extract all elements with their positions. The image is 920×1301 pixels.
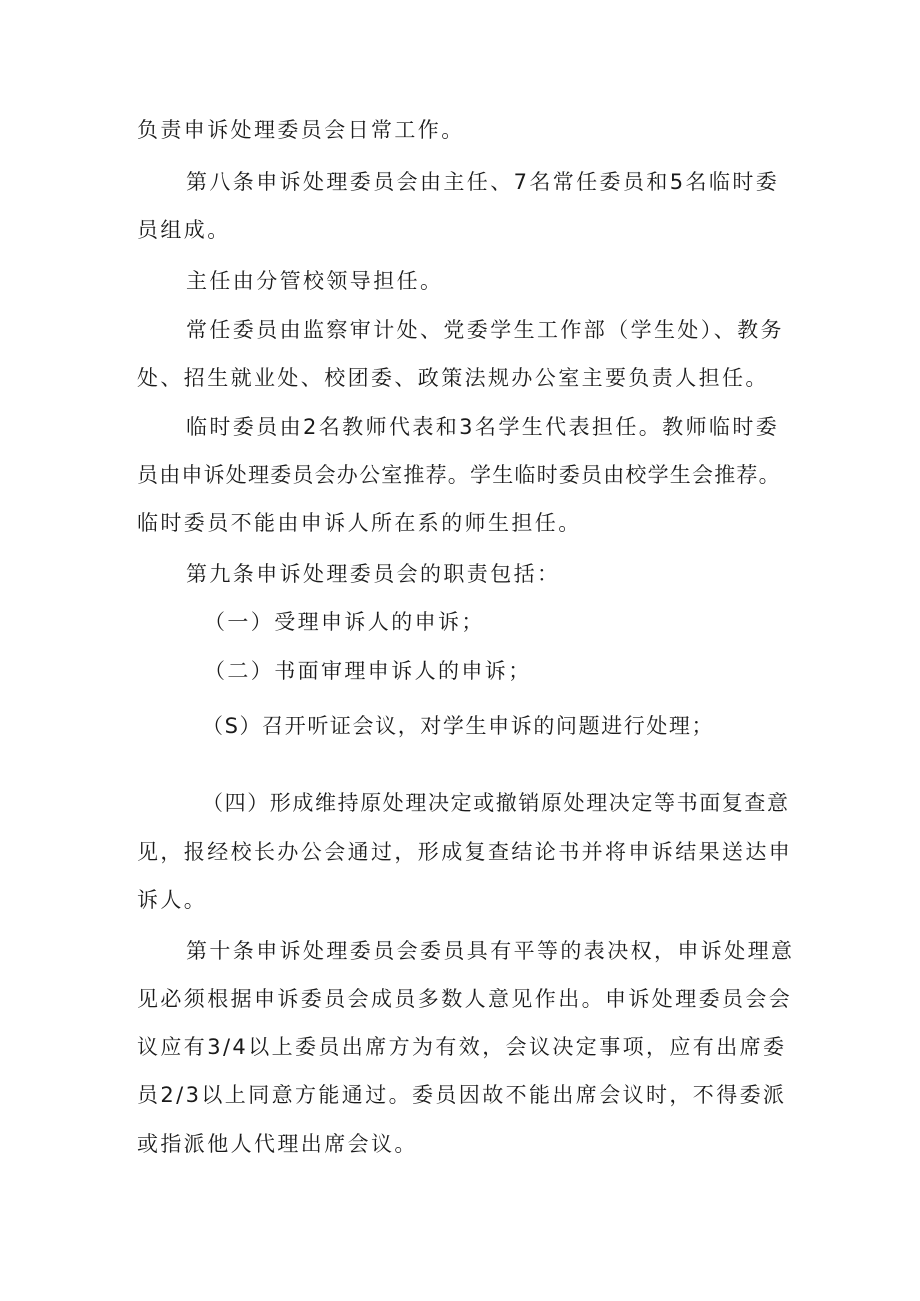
list-item: （四）形成维持原处理决定或撤销原处理决定等书面复查意 [202, 791, 790, 815]
list-item: （二）书面审理申诉人的申诉； [204, 659, 532, 683]
text-line: 员由申诉处理委员会办公室推荐。学生临时委员由校学生会推荐。 [137, 463, 781, 487]
text-line: 见必须根据申诉委员会成员多数人意见作出。申诉处理委员会会 [137, 987, 793, 1011]
text-line: 处、招生就业处、校团委、政策法规办公室主要负责人担任。 [137, 366, 769, 390]
text-line: 见，报经校长办公会通过，形成复查结论书并将申诉结果送达申 [137, 840, 793, 864]
text-line: 常任委员由监察审计处、党委学生工作部（学生处）、教务 [186, 318, 784, 342]
text-line: 临时委员不能由申诉人所在系的师生担任。 [137, 511, 582, 535]
article-8-heading-line: 第八条申诉处理委员会由主任、7名常任委员和5名临时委 [186, 170, 780, 194]
text-line: 诉人。 [137, 888, 208, 912]
text-line: 员2/3以上同意方能通过。委员因故不能出席会议时，不得委派 [137, 1083, 787, 1107]
article-10-heading-line: 第十条申诉处理委员会委员具有平等的表决权，申诉处理意 [186, 939, 795, 963]
text-line: 议应有3/4以上委员出席方为有效，会议决定事项，应有出席委 [137, 1035, 787, 1059]
text-line: 或指派他人代理出席会议。 [137, 1132, 418, 1156]
text-line: 负责申诉处理委员会日常工作。 [137, 118, 465, 142]
list-item: （一）受理申诉人的申诉； [204, 610, 485, 634]
text-line: 员组成。 [137, 218, 231, 242]
list-item: （S）召开听证会议，对学生申诉的问题进行处理； [202, 714, 715, 738]
article-9-heading-line: 第九条申诉处理委员会的职责包括： [186, 562, 561, 586]
text-line: 主任由分管校领导担任。 [186, 269, 444, 293]
text-line: 临时委员由2名教师代表和3名学生代表担任。教师临时委 [186, 415, 780, 439]
